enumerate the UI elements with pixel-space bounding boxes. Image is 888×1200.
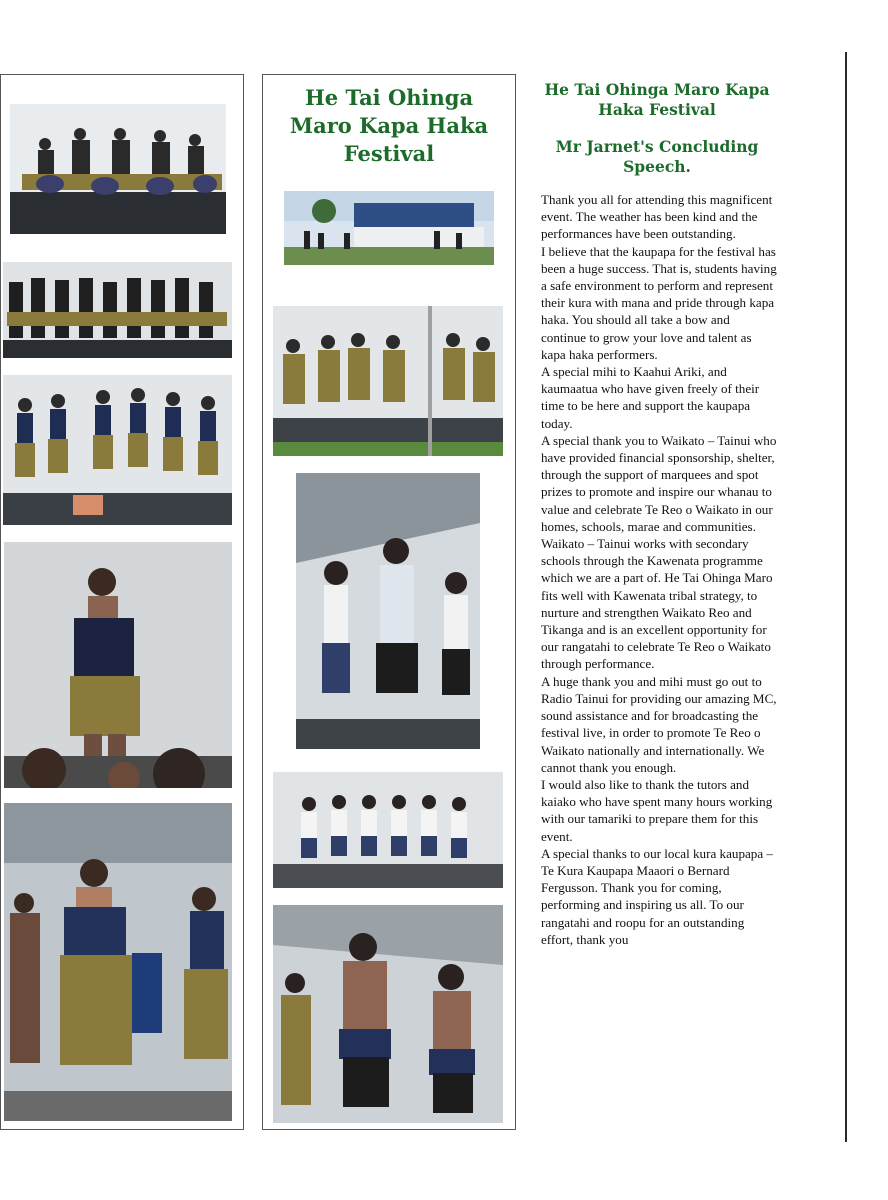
men-performing-haka-photo [273,905,503,1123]
speech-paragraph: A huge thank you and mihi must go out to Radio Tainui for providing our amazing MC, sound assistance and for broadcasting the festival live, in order to promote Te Reo o Waikato nationally and internationally. We cannot thank you enough. [541,673,777,775]
speech-paragraph: I would also like to thank the tutors and kaiako who have spent many hours working with our tamariki to prepare them for this event. [541,776,773,844]
speech-paragraph: I believe that the kaupapa for the festival has been a huge success. That is, students having a safe environment to perform and represent their kura with mana and pride through kapa haka. You should all take a bow and continue to grow your love and talent as kapa haka performers. [541,243,777,362]
concluding-speech [541,191,777,948]
speech-paragraph: Thank you all for attending this magnificent event. The weather has been kind and the performances have been outstanding. [541,192,773,242]
choir-in-uniform-photo [273,772,503,888]
performers-under-marquee-photo [273,306,503,456]
women-in-piupiu-photo [4,803,232,1121]
festival-venue-photo [284,191,494,265]
speech-paragraph: A special thanks to our local kura kaupapa – Te Kura Kaupapa Maaori o Bernard Fergusson. Thank you for coming, performing and inspiring us all. To our rangatahi and roopu for an outstanding effort, thank you [541,845,773,947]
page-edge-rule [845,52,847,1142]
solo-performer-photo [4,542,232,788]
speech-paragraph: Waikato – Tainui works with secondary schools through the Kawenata programme which we are a part of. He Tai Ohinga Maro fits well with Kawenata tribal strategy, to nurture and strengthen Waikato Reo and Tikanga and is an excellent opportunity for our rangatahi to celebrate Te Reo o Waikato through performance. [541,536,773,672]
speech-paragraph: A special mihi to Kaahui Ariki, and kaumaatua who have given freely of their time to be here and support the kaupapa today. [541,364,760,431]
speech-heading: Mr Jarnet's Concluding Speech. [555,137,759,176]
right-festival-title: He Tai Ohinga Maro Kapa Haka Festival [544,80,770,119]
middle-festival-title: He Tai Ohinga Maro Kapa Haka Festival [289,85,489,166]
school-singers-photo [296,473,480,749]
row-of-performers-photo [3,262,232,358]
speech-paragraph: A special thank you to Waikato – Tainui who have provided financial sponsorship, shelter, through the support of marquees and spot prizes to promote and inspire our whanau to value and celebrate Te Reo o Waikato in our homes, schools, marae and communities. [541,432,777,534]
women-performing-poi-photo [3,375,232,525]
group-performing-on-stage-photo [10,104,226,234]
